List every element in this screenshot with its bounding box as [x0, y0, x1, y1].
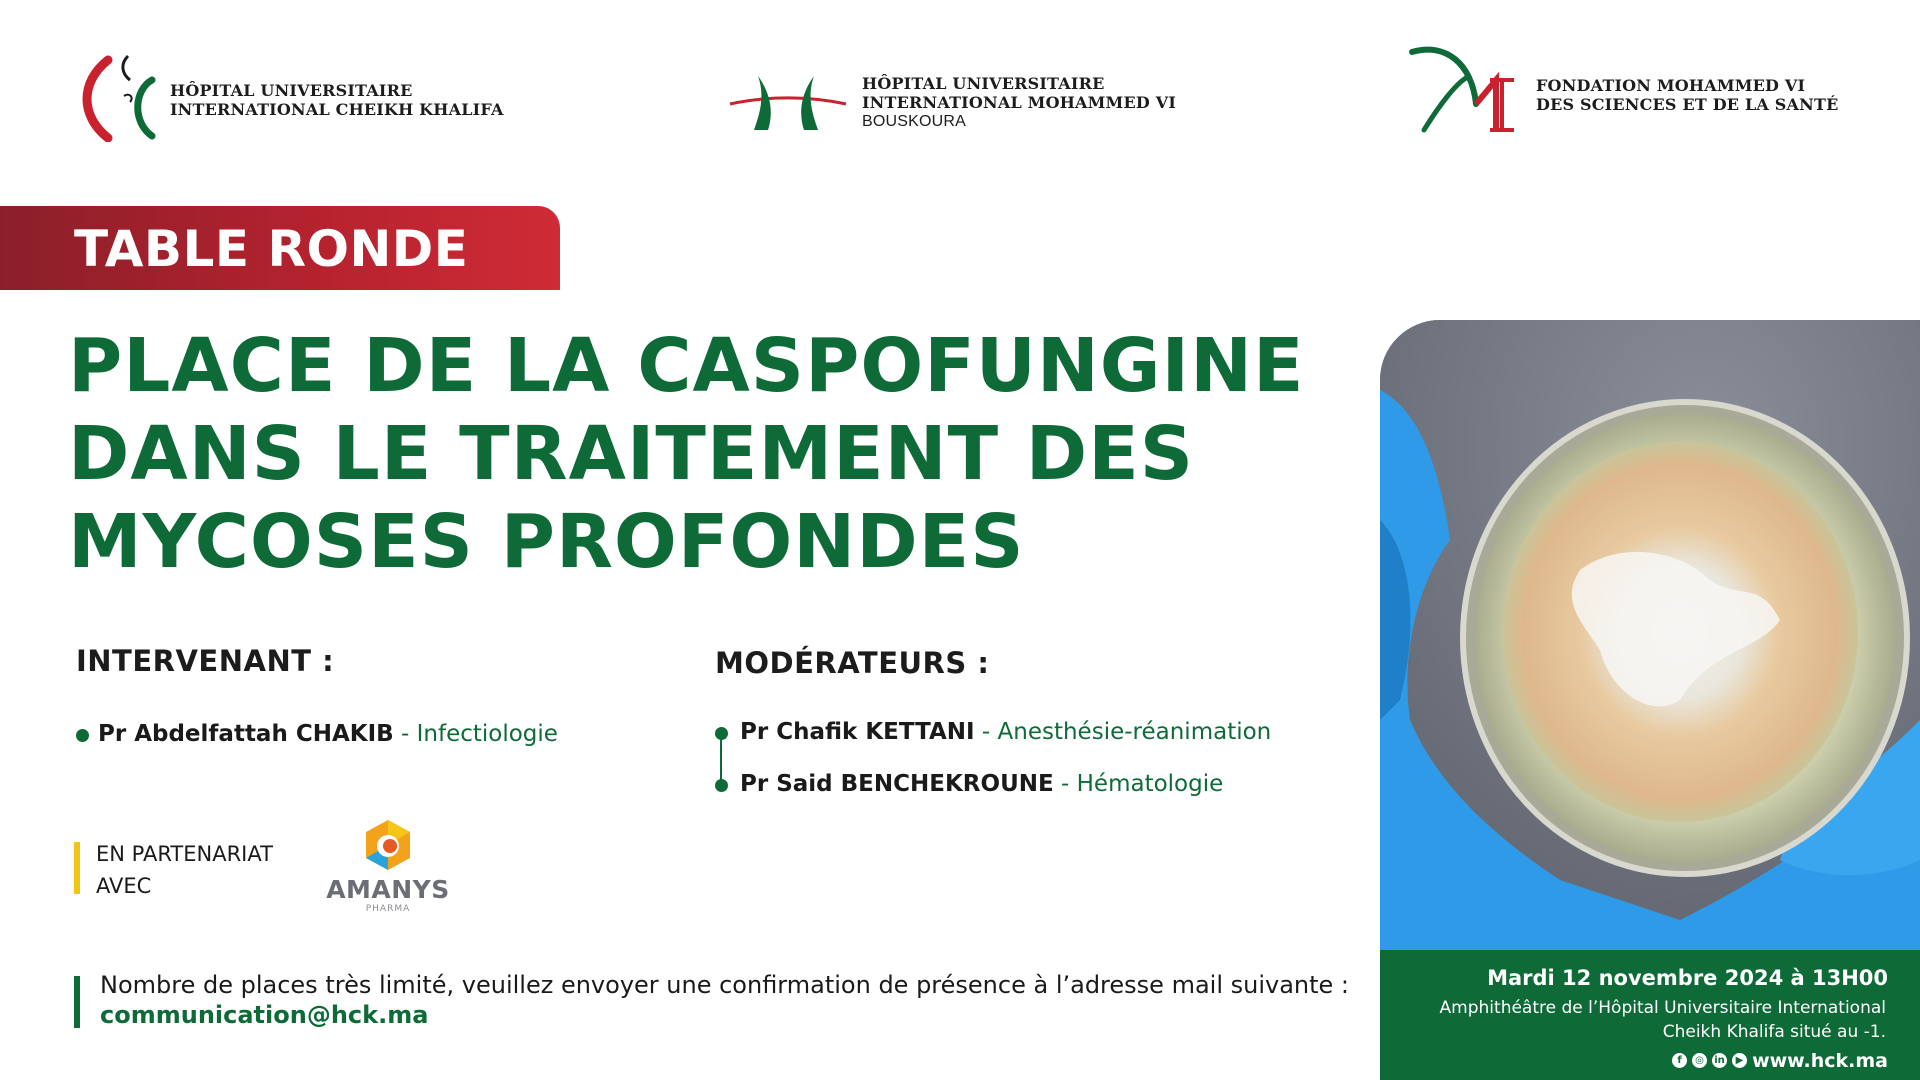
- speaker-item: [98, 721, 558, 747]
- speaker-name: Pr Abdelfattah CHAKIB: [98, 721, 394, 747]
- amanys-logo-name: AMANYS: [326, 875, 450, 904]
- hck-name-line1: HÔPITAL UNIVERSITAIRE: [170, 81, 413, 100]
- petri-dish-photo: [1380, 320, 1920, 950]
- title-line-2: DANS LE TRAITEMENT DES: [68, 411, 1195, 497]
- logo-fondation-mohammed-vi: [1406, 44, 1839, 140]
- moderators-heading: MODÉRATEURS :: [715, 646, 990, 680]
- moderator-specialty: - Hématologie: [1053, 771, 1224, 797]
- hum6-name-line2: INTERNATIONAL MOHAMMED VI: [862, 92, 1176, 112]
- hum6-city: BOUSKOURA: [862, 112, 967, 130]
- amanys-emblem-icon: [361, 818, 415, 872]
- speaker-specialty: - Infectiologie: [393, 721, 558, 747]
- petri-dish-illustration: [1380, 320, 1920, 950]
- moderator-name: Pr Said BENCHEKROUNE: [740, 771, 1054, 797]
- hck-name-line2: INTERNATIONAL CHEIKH KHALIFA: [170, 100, 504, 119]
- instagram-icon[interactable]: ◎: [1692, 1053, 1707, 1068]
- hum6-name-line1: HÔPITAL UNIVERSITAIRE: [862, 73, 1105, 93]
- notice-text: Nombre de places très limité, veuillez envoyer une confirmation de présence à l’adresse mail suivante :: [100, 971, 1350, 999]
- contact-email-link[interactable]: communication@hck.ma: [100, 1001, 429, 1029]
- amanys-logo: [326, 818, 450, 918]
- moderator-name: Pr Chafik KETTANI: [740, 719, 975, 745]
- partner-accent-bar: [74, 842, 80, 894]
- hck-emblem-icon: [80, 52, 160, 142]
- partner-line-2: AVEC: [96, 874, 152, 898]
- event-info-box: [1380, 950, 1920, 1080]
- website-link[interactable]: www.hck.ma: [1752, 1050, 1888, 1072]
- h-emblem-icon: [728, 68, 848, 136]
- bullet-icon: [715, 727, 728, 740]
- fm6-name-line2: DES SCIENCES ET DE LA SANTÉ: [1536, 95, 1839, 114]
- event-location: Amphithéâtre de l’Hôpital Universitaire International Cheikh Khalifa situé au -1.: [1439, 998, 1886, 1042]
- fm6-emblem-icon: [1406, 44, 1526, 140]
- event-type-banner: [0, 206, 560, 290]
- youtube-icon[interactable]: ▶: [1732, 1053, 1747, 1068]
- bullet-icon: [715, 779, 728, 792]
- fm6-name-line1: FONDATION MOHAMMED VI: [1536, 76, 1806, 95]
- title-line-1: PLACE DE LA CASPOFUNGINE: [68, 323, 1305, 409]
- registration-notice: [100, 970, 1350, 1030]
- logo-mohammed-vi-hospital: [728, 68, 1176, 136]
- linkedin-icon[interactable]: in: [1712, 1053, 1727, 1068]
- logo-cheikh-khalifa: [80, 52, 504, 142]
- partner-line-1: EN PARTENARIAT: [96, 842, 273, 866]
- event-type-label: TABLE RONDE: [74, 220, 469, 278]
- moderators-connector: [720, 734, 722, 784]
- event-date: Mardi 12 novembre 2024 à 13H00: [1487, 966, 1888, 990]
- moderator-item: [740, 771, 1223, 797]
- partner-label: [96, 838, 316, 902]
- bullet-icon: [76, 729, 89, 742]
- event-title: [68, 322, 1358, 586]
- speakers-heading: INTERVENANT :: [76, 644, 335, 678]
- moderator-specialty: - Anesthésie-réanimation: [974, 719, 1272, 745]
- facebook-icon[interactable]: f: [1672, 1053, 1687, 1068]
- amanys-logo-sub: PHARMA: [365, 904, 411, 914]
- moderator-item: [740, 719, 1271, 745]
- notice-accent-bar: [74, 976, 80, 1028]
- title-line-3: MYCOSES PROFONDES: [68, 499, 1025, 585]
